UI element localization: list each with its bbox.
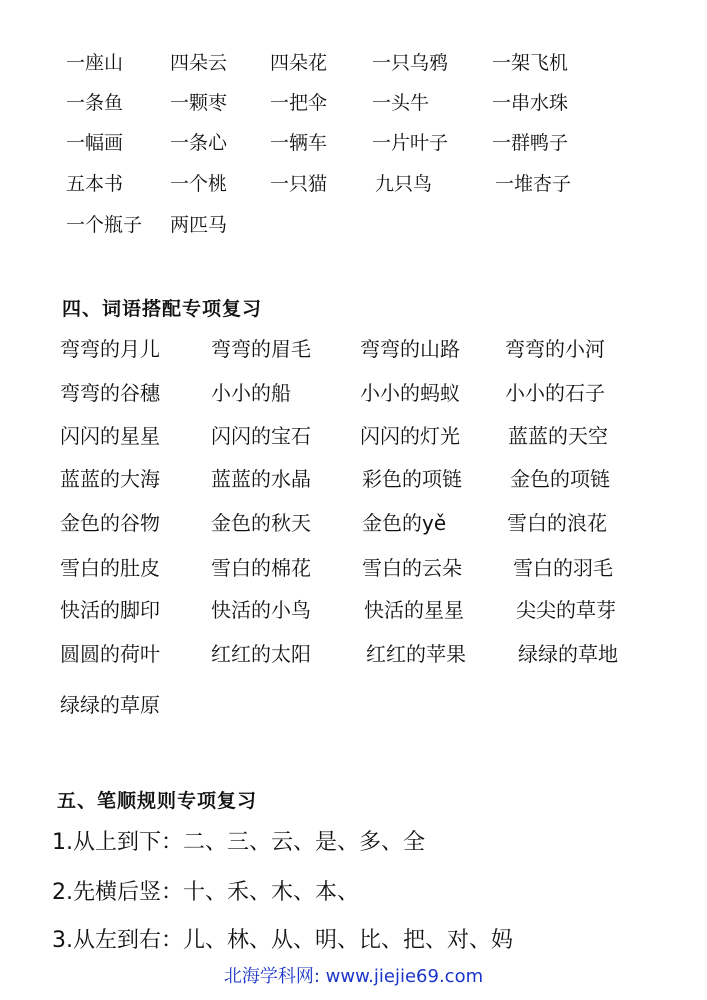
phrase-cell: 四朵云 xyxy=(170,52,228,74)
phrase-cell: 金色的秋天 xyxy=(211,511,311,535)
phrase-cell: 一条鱼 xyxy=(66,92,124,114)
phrase-cell: 快活的脚印 xyxy=(60,598,160,622)
section-4-title: 四、词语搭配专项复习 xyxy=(62,298,263,320)
phrase-row xyxy=(0,692,707,726)
phrase-cell: 九只鸟 xyxy=(375,173,433,195)
phrase-cell: 红红的苹果 xyxy=(366,642,466,666)
phrase-cell: 雪白的浪花 xyxy=(507,511,607,535)
phrase-cell: 金色的项链 xyxy=(510,467,610,491)
phrase-cell: 一把伞 xyxy=(270,92,328,114)
phrase-cell: 雪白的云朵 xyxy=(362,556,462,580)
phrase-cell: 一头牛 xyxy=(372,92,430,114)
phrase-cell: 尖尖的草芽 xyxy=(516,598,616,622)
phrase-cell: 一个桃 xyxy=(170,173,228,195)
phrase-cell: 金色的谷物 xyxy=(60,511,160,535)
phrase-cell: 蓝蓝的天空 xyxy=(508,424,608,448)
phrase-row xyxy=(0,555,707,589)
phrase-cell: 绿绿的草原 xyxy=(60,693,160,717)
phrase-cell: 一只乌鸦 xyxy=(372,52,449,74)
phrase-cell: 一堆杏子 xyxy=(495,173,572,195)
phrase-cell: 小小的船 xyxy=(211,381,291,405)
phrase-cell: 一片叶子 xyxy=(372,132,449,154)
phrase-cell: 弯弯的谷穗 xyxy=(60,381,160,405)
site-watermark: 北海学科网: www.jiejie69.com xyxy=(223,966,484,987)
phrase-cell: 弯弯的眉毛 xyxy=(211,337,311,361)
phrase-cell: 弯弯的小河 xyxy=(505,337,605,361)
phrase-cell: 一辆车 xyxy=(270,132,328,154)
phrase-cell: 小小的石子 xyxy=(505,381,605,405)
phrase-cell: 绿绿的草地 xyxy=(518,642,618,666)
phrase-cell: 快活的星星 xyxy=(364,598,464,622)
phrase-row xyxy=(0,641,707,675)
phrase-cell: 蓝蓝的大海 xyxy=(60,467,160,491)
phrase-row xyxy=(0,510,707,544)
phrase-cell: 快活的小鸟 xyxy=(211,598,311,622)
phrase-cell: 一群鸭子 xyxy=(492,132,569,154)
phrase-cell: 雪白的棉花 xyxy=(211,556,311,580)
phrase-cell: 两匹马 xyxy=(170,214,228,236)
phrase-cell: 圆圆的荷叶 xyxy=(60,642,160,666)
phrase-row xyxy=(0,380,707,414)
phrase-cell: 闪闪的灯光 xyxy=(360,424,460,448)
phrase-cell: 红红的太阳 xyxy=(211,642,311,666)
phrase-cell: 一架飞机 xyxy=(492,52,569,74)
phrase-row xyxy=(0,90,707,124)
phrase-cell: 一颗枣 xyxy=(170,92,228,114)
phrase-cell: 弯弯的山路 xyxy=(360,337,460,361)
phrase-row xyxy=(0,597,707,631)
phrase-cell: 小小的蚂蚁 xyxy=(360,381,460,405)
phrase-cell: 闪闪的宝石 xyxy=(211,424,311,448)
phrase-cell: 彩色的项链 xyxy=(362,467,462,491)
phrase-cell: 雪白的肚皮 xyxy=(60,556,160,580)
phrase-row xyxy=(0,50,707,84)
phrase-cell: 金色的yě xyxy=(362,511,447,535)
phrase-cell: 蓝蓝的水晶 xyxy=(211,467,311,491)
phrase-cell: 闪闪的星星 xyxy=(60,424,160,448)
phrase-cell: 一座山 xyxy=(66,52,124,74)
phrase-row xyxy=(0,130,707,164)
stroke-rule: 3.从左到右：儿、林、从、明、比、把、对、妈 xyxy=(52,928,513,953)
phrase-cell: 一串水珠 xyxy=(492,92,569,114)
phrase-row xyxy=(0,212,707,246)
phrase-cell: 五本书 xyxy=(66,173,124,195)
phrase-row xyxy=(0,171,707,205)
phrase-cell: 一只猫 xyxy=(270,173,328,195)
phrase-cell: 一条心 xyxy=(170,132,228,154)
phrase-cell: 弯弯的月儿 xyxy=(60,337,160,361)
phrase-row xyxy=(0,423,707,457)
stroke-rule: 1.从上到下：二、三、云、是、多、全 xyxy=(52,830,425,855)
phrase-cell: 四朵花 xyxy=(270,52,328,74)
stroke-rule: 2.先横后竖：十、禾、木、本、 xyxy=(52,880,359,905)
phrase-row xyxy=(0,336,707,370)
phrase-cell: 一幅画 xyxy=(66,132,124,154)
phrase-cell: 一个瓶子 xyxy=(66,214,143,236)
phrase-cell: 雪白的羽毛 xyxy=(513,556,613,580)
phrase-row xyxy=(0,466,707,500)
section-5-title: 五、笔顺规则专项复习 xyxy=(57,790,258,812)
